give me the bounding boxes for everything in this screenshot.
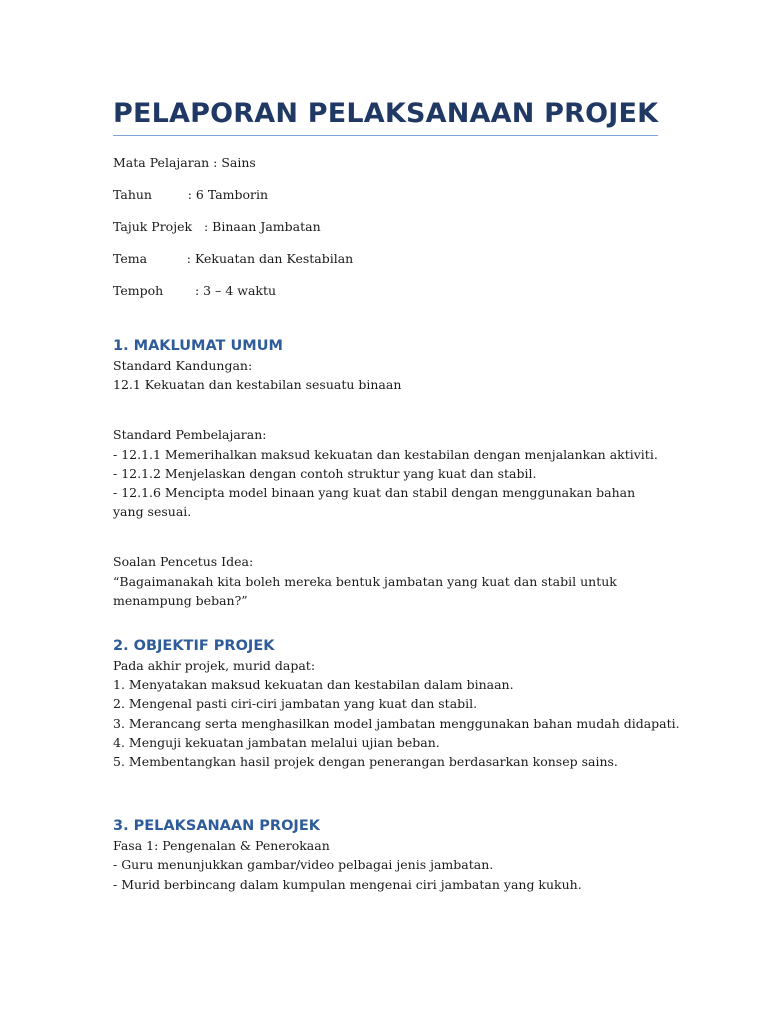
standard-pembelajaran-item: - 12.1.1 Memerihalkan maksud kekuatan dan kestabilan dengan menjalankan aktiviti. (113, 446, 658, 462)
meta-theme: Tema : Kekuatan dan Kestabilan (113, 251, 354, 266)
soalan-pencetus-text: “Bagaimanakah kita boleh mereka bentuk jambatan yang kuat dan stabil untuk menampung beban?” (113, 573, 617, 608)
section-heading-objektif-projek: 2. OBJEKTIF PROJEK (113, 638, 275, 655)
objektif-item: 5. Membentangkan hasil projek dengan penerangan berdasarkan konsep sains. (113, 754, 618, 770)
objektif-item: 4. Menguji kekuatan jambatan melalui ujian beban. (113, 734, 440, 750)
standard-pembelajaran-item: - 12.1.2 Menjelaskan dengan contoh struktur yang kuat dan stabil. (113, 465, 537, 481)
document-body (113, 98, 680, 894)
meta-duration: Tempoh : 3 – 4 waktu (113, 283, 277, 298)
fasa-1-label: Fasa 1: Pengenalan & Penerokaan (113, 838, 330, 854)
pelaksanaan-item: - Murid berbincang dalam kumpulan mengenai ciri jambatan yang kukuh. (113, 876, 582, 892)
objektif-intro: Pada akhir projek, murid dapat: (113, 658, 316, 674)
section-heading-pelaksanaan-projek: 3. PELAKSANAAN PROJEK (113, 818, 320, 835)
objektif-item: 2. Mengenal pasti ciri-ciri jambatan yang kuat dan stabil. (113, 696, 478, 712)
soalan-pencetus-label: Soalan Pencetus Idea: (113, 554, 254, 570)
pelaksanaan-item: - Guru menunjukkan gambar/video pelbagai jenis jambatan. (113, 857, 494, 873)
document-title: PELAPORAN PELAKSANAAN PROJEK (113, 98, 658, 136)
project-meta (113, 154, 658, 299)
meta-subject: Mata Pelajaran : Sains (113, 155, 256, 170)
standard-pembelajaran-item: - 12.1.6 Mencipta model binaan yang kuat dan stabil dengan menggunakan bahan yang sesuai. (113, 485, 636, 520)
meta-year: Tahun : 6 Tamborin (113, 187, 269, 202)
standard-pembelajaran-label: Standard Pembelajaran: (113, 427, 267, 443)
meta-project-title: Tajuk Projek : Binaan Jambatan (113, 219, 321, 234)
section-heading-maklumat-umum: 1. MAKLUMAT UMUM (113, 338, 283, 354)
objektif-item: 3. Merancang serta menghasilkan model jambatan menggunakan bahan mudah didapati. (113, 715, 680, 731)
standard-kandungan-label: Standard Kandungan: (113, 358, 253, 373)
objektif-item: 1. Menyatakan maksud kekuatan dan kestabilan dalam binaan. (113, 677, 514, 693)
standard-kandungan-text: 12.1 Kekuatan dan kestabilan sesuatu binaan (113, 377, 402, 393)
